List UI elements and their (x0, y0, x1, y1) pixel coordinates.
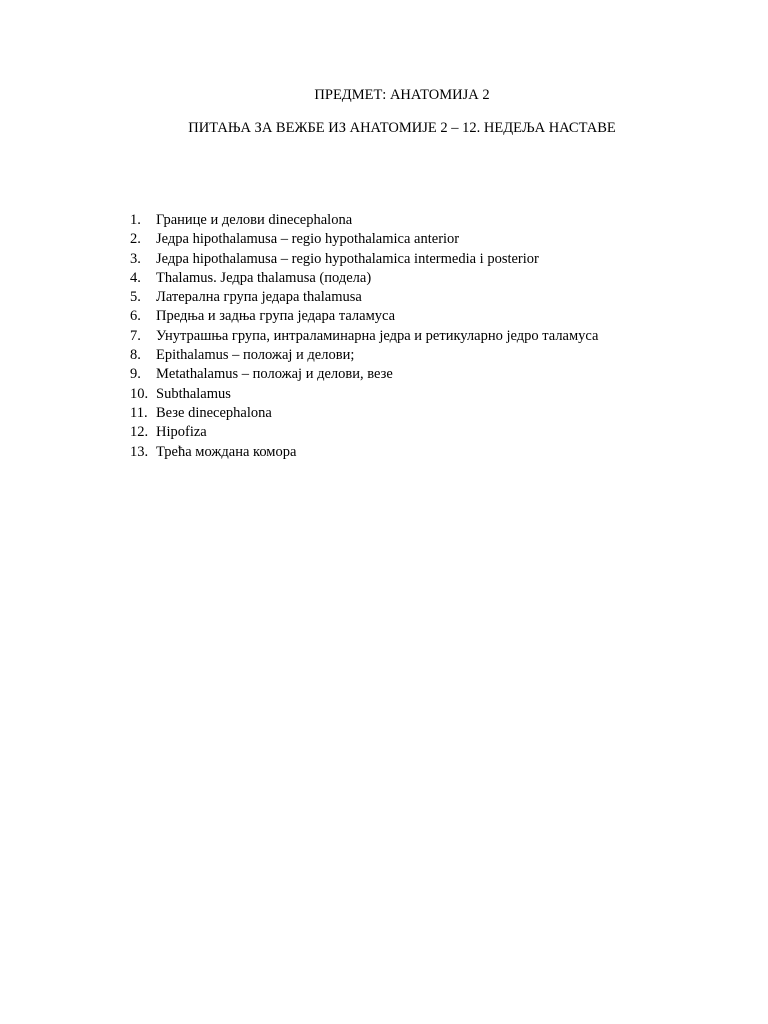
list-item (130, 307, 598, 326)
list-item (130, 327, 598, 346)
item-number: 7. (130, 327, 141, 344)
list-item (130, 346, 598, 365)
item-text: Једра hipothalamusa – regio hypothalamica anterior (156, 231, 460, 248)
item-text: Epithalamus – положај и делови; (156, 347, 355, 364)
item-number: 8. (130, 347, 141, 364)
item-number: 12. (130, 424, 149, 441)
item-number: 6. (130, 308, 141, 325)
item-text: Предња и задња група једара таламуса (156, 308, 396, 325)
item-text: Subthalamus (156, 385, 231, 402)
item-text: Hipofiza (156, 424, 207, 441)
item-text: Унутрашња група, интраламинарна једра и ретикуларно једро таламуса (156, 327, 599, 344)
question-list (130, 211, 598, 462)
item-text: Једра hipothalamusa – regio hypothalamica intermedia i posterior (156, 250, 539, 267)
item-text: Границе и делови dinecephalona (156, 212, 353, 228)
document-heading: ПИТАЊА ЗА ВЕЖБЕ ИЗ АНАТОМИЈЕ 2 – 12. НЕДЕЉА НАСТАВЕ (188, 120, 616, 136)
list-item (130, 443, 598, 462)
list-item (130, 385, 598, 404)
item-text: Трећа мождана комора (156, 443, 297, 460)
item-number: 2. (130, 231, 141, 248)
list-item (130, 288, 598, 307)
item-number: 10. (130, 385, 149, 402)
list-item (130, 250, 598, 269)
item-text: Metathalamus – положај и делови, везе (156, 366, 393, 383)
item-number: 3. (130, 250, 141, 267)
item-text: Везе dinecephalona (156, 404, 272, 421)
list-item (130, 365, 598, 384)
list-item (130, 211, 598, 230)
list-item (130, 423, 598, 442)
item-number: 4. (130, 269, 141, 286)
item-number: 9. (130, 366, 141, 383)
item-number: 1. (130, 212, 141, 228)
item-number: 11. (130, 404, 148, 421)
subject-title: ПРЕДМЕТ: АНАТОМИЈА 2 (314, 87, 490, 103)
item-number: 13. (130, 443, 149, 460)
item-text: Латерална група једара thalamusa (156, 289, 362, 306)
list-item (130, 269, 598, 288)
list-item (130, 404, 598, 423)
item-text: Thalamus. Једра thalamusa (подела) (156, 269, 372, 286)
list-item (130, 230, 598, 249)
item-number: 5. (130, 289, 141, 306)
